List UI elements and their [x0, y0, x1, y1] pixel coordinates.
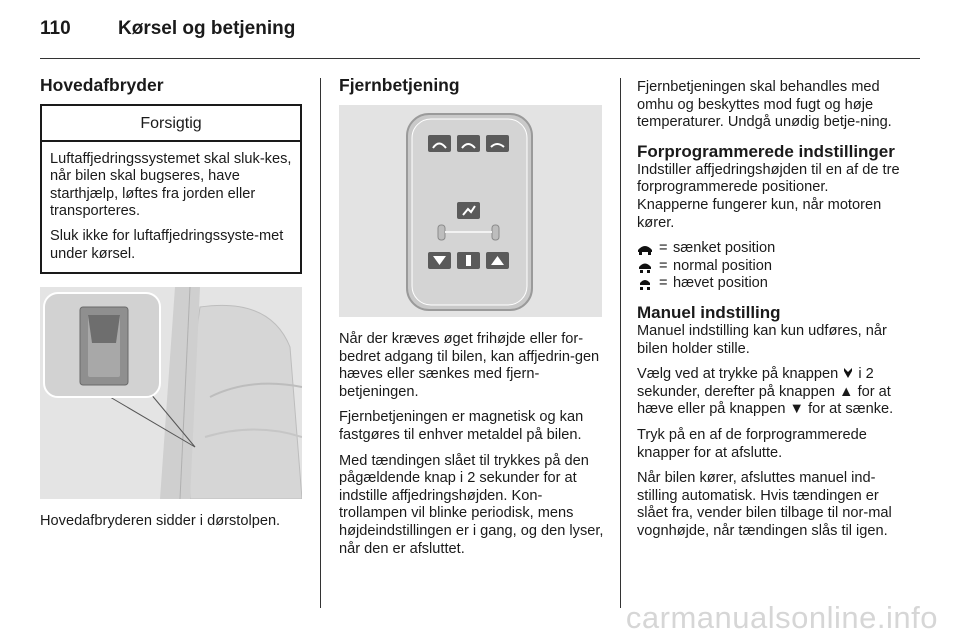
legend-eq: =	[659, 275, 668, 292]
remote-paragraph: Når der kræves øget frihøjde eller for-bedret adgang til bilen, kan affjedrin-gen hæves eller sænkes med fjern-betjeningen.	[339, 331, 600, 400]
manual-paragraph: Tryk på en af de forprogrammerede knapper for at afslutte.	[637, 426, 867, 461]
remote-control-image	[339, 105, 602, 317]
manual-paragraph: Når bilen kører, afsluttes manuel ind-stilling automatisk. Hvis tændingen er slået fra, vender bilen tilbage til nor-mal vognhøjde, når tændingen slås til igen.	[637, 470, 892, 539]
manual-step-text: for at hæve eller på knappen	[637, 383, 891, 418]
lowered-car-icon	[637, 242, 653, 256]
manual-step-text: for at sænke.	[808, 401, 894, 418]
legend-label: hævet position	[673, 275, 768, 292]
caution-box	[40, 104, 302, 274]
manual-adjust-icon	[842, 367, 854, 379]
preset-text: Indstiller affjedringshøjden til en af de tre forprogrammerede positioner. Knapperne fungerer kun, når motoren kører.	[637, 161, 900, 231]
down-arrow-icon: ▼	[789, 401, 804, 418]
door-pillar-illustration	[40, 287, 302, 499]
caution-body	[42, 142, 300, 273]
page-number: 110	[40, 18, 71, 39]
door-pillar-switch-photo	[40, 287, 302, 499]
legend-eq: =	[659, 257, 668, 274]
legend-label: sænket position	[673, 240, 776, 257]
header-rule	[40, 58, 920, 59]
normal-car-icon	[637, 260, 653, 274]
raised-car-icon	[637, 277, 653, 291]
column-divider-left	[320, 78, 321, 608]
photo-caption: Hovedafbryderen sidder i dørstolpen.	[40, 513, 281, 530]
caution-paragraph: Luftaffjedringssystemet skal sluk-kes, når bilen skal bugseres, have starthjælp, løftes fra jorden eller transporteres.	[50, 150, 292, 220]
preset-buttons	[428, 135, 509, 152]
section-heading-main-switch: Hovedafbryder	[40, 75, 164, 95]
care-paragraph: Fjernbetjeningen skal behandles med omhu og beskyttes mod fugt og høje temperaturer. Undgå unødig betje-ning.	[637, 79, 892, 131]
manual-step-text: i 2 sekunder, derefter på knappen	[637, 366, 874, 400]
column-remote-control	[339, 74, 604, 566]
column-divider-right	[620, 78, 621, 608]
legend-eq: =	[659, 240, 668, 257]
caution-title: Forsigtig	[42, 106, 300, 142]
legend-row-raised	[637, 275, 903, 293]
section-heading-remote: Fjernbetjening	[339, 75, 460, 95]
page-title: Kørsel og betjening	[118, 18, 296, 39]
manual-heading: Manuel indstilling	[637, 302, 781, 322]
remote-paragraph: Med tændingen slået til trykkes på den pågældende knap i 2 sekunder for at indstille affjedringshøjden. Kon-trollampen vil blinke periodisk, mens højdeindstillingen er i gang, og den lyser, når den er afsluttet.	[339, 452, 604, 557]
remote-paragraph: Fjernbetjeningen er magnetisk og kan fastgøres til enhver metaldel på bilen.	[339, 409, 584, 443]
caution-paragraph: Sluk ikke for luftaffjedringssyste-met under kørsel.	[50, 227, 284, 262]
legend-row-lowered	[637, 240, 903, 258]
up-arrow-icon: ▲	[839, 383, 854, 400]
remote-text	[339, 331, 604, 558]
manual-step-text: Vælg ved at trykke på knappen	[637, 366, 839, 383]
manual-paragraph: Manuel indstilling kan kun udføres, når bilen holder stille.	[637, 322, 887, 357]
legend-row-normal	[637, 258, 903, 276]
manual-paragraph-steps	[637, 366, 903, 419]
watermark: carmanualsonline.info	[625, 600, 938, 635]
remote-control-illustration	[339, 105, 602, 317]
legend-label: normal position	[673, 257, 772, 274]
column-settings	[637, 79, 903, 548]
preset-legend	[637, 240, 903, 293]
page-header	[40, 14, 920, 50]
preset-heading: Forprogrammerede indstillinger	[637, 141, 895, 161]
column-main-switch	[40, 74, 302, 539]
